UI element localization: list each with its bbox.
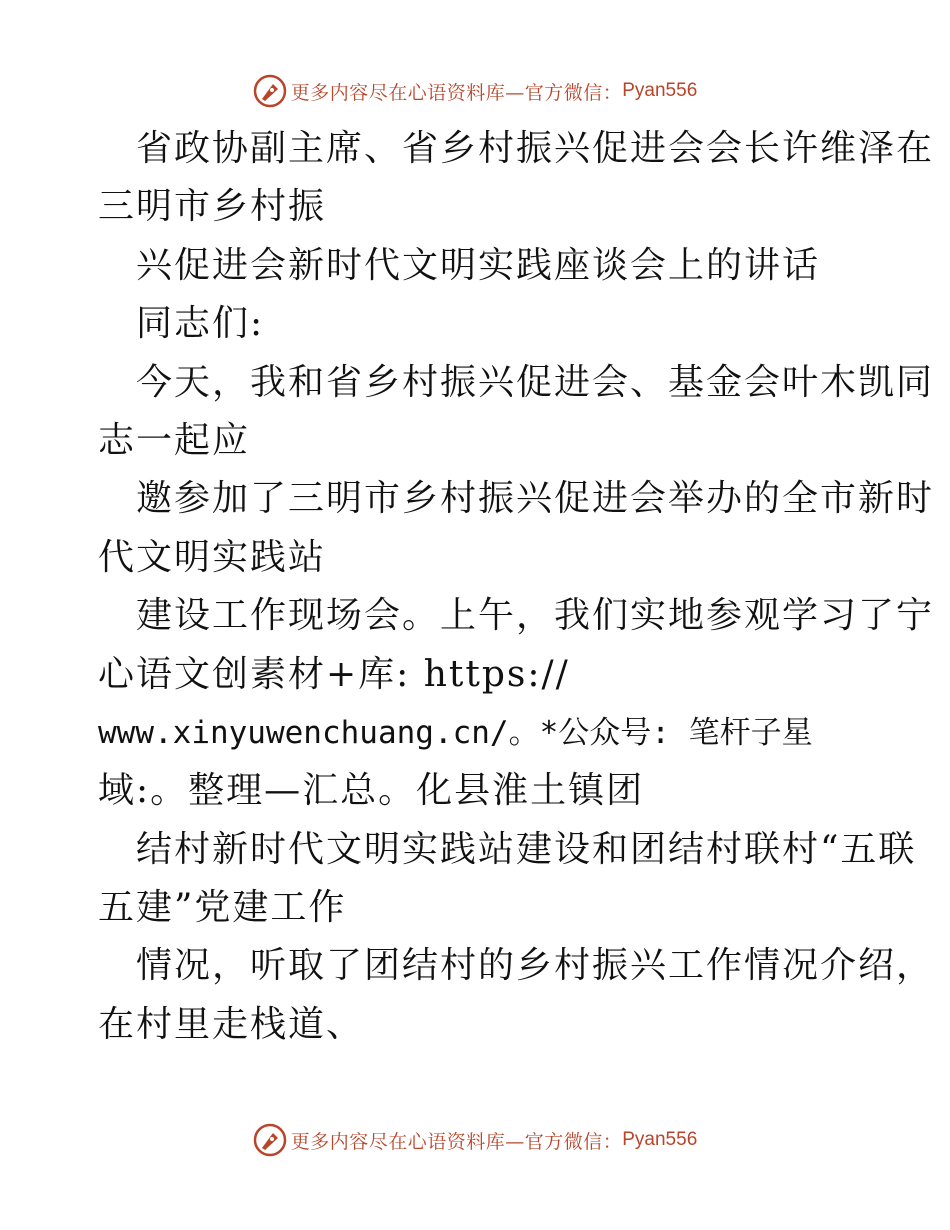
text-line: 邀参加了三明市乡村振兴促进会举办的全市新时: [136, 478, 935, 520]
text-line: 心语文创素材+库: https://: [98, 653, 570, 695]
text-line: 兴促进会新时代文明实践座谈会上的讲话: [136, 244, 821, 286]
text-line: 五建”党建工作: [98, 887, 347, 929]
text-line: 情况，听取了团结村的乡村振兴工作情况介绍，: [136, 945, 935, 987]
text-line: www.xinyuwenchuang.cn/。*公众号: 笔杆子星: [98, 714, 813, 751]
footer-watermark-banner: [0, 1120, 950, 1160]
wechat-id: Pyan556: [622, 80, 698, 101]
text-line: 志一起应: [98, 419, 251, 461]
text-line: 省政协副主席、省乡村振兴促进会会长许维泽在: [136, 128, 935, 169]
wechat-id: Pyan556: [622, 1129, 698, 1150]
watermark-text: 更多内容尽在心语资料库—官方微信：: [290, 1130, 623, 1153]
header-watermark-banner: [0, 71, 950, 111]
text-line: 在村里走栈道、: [98, 1003, 365, 1045]
text-line: 代文明实践站: [98, 536, 327, 578]
watermark-text: 更多内容尽在心语资料库—官方微信：: [290, 81, 623, 104]
text-line: 同志们:: [136, 303, 265, 345]
pen-nib-logo-icon: [253, 74, 287, 108]
document-body: [98, 120, 935, 1054]
text-line: 今天，我和省乡村振兴促进会、基金会叶木凯同: [136, 361, 935, 403]
pen-nib-logo-icon: [253, 1123, 287, 1157]
text-line: 三明市乡村振: [98, 186, 327, 228]
text-line: 域:。整理—汇总。化县淮土镇团: [98, 770, 645, 812]
text-line: 结村新时代文明实践站建设和团结村联村“五联: [136, 828, 917, 870]
text-line: 建设工作现场会。上午，我们实地参观学习了宁: [136, 595, 935, 637]
